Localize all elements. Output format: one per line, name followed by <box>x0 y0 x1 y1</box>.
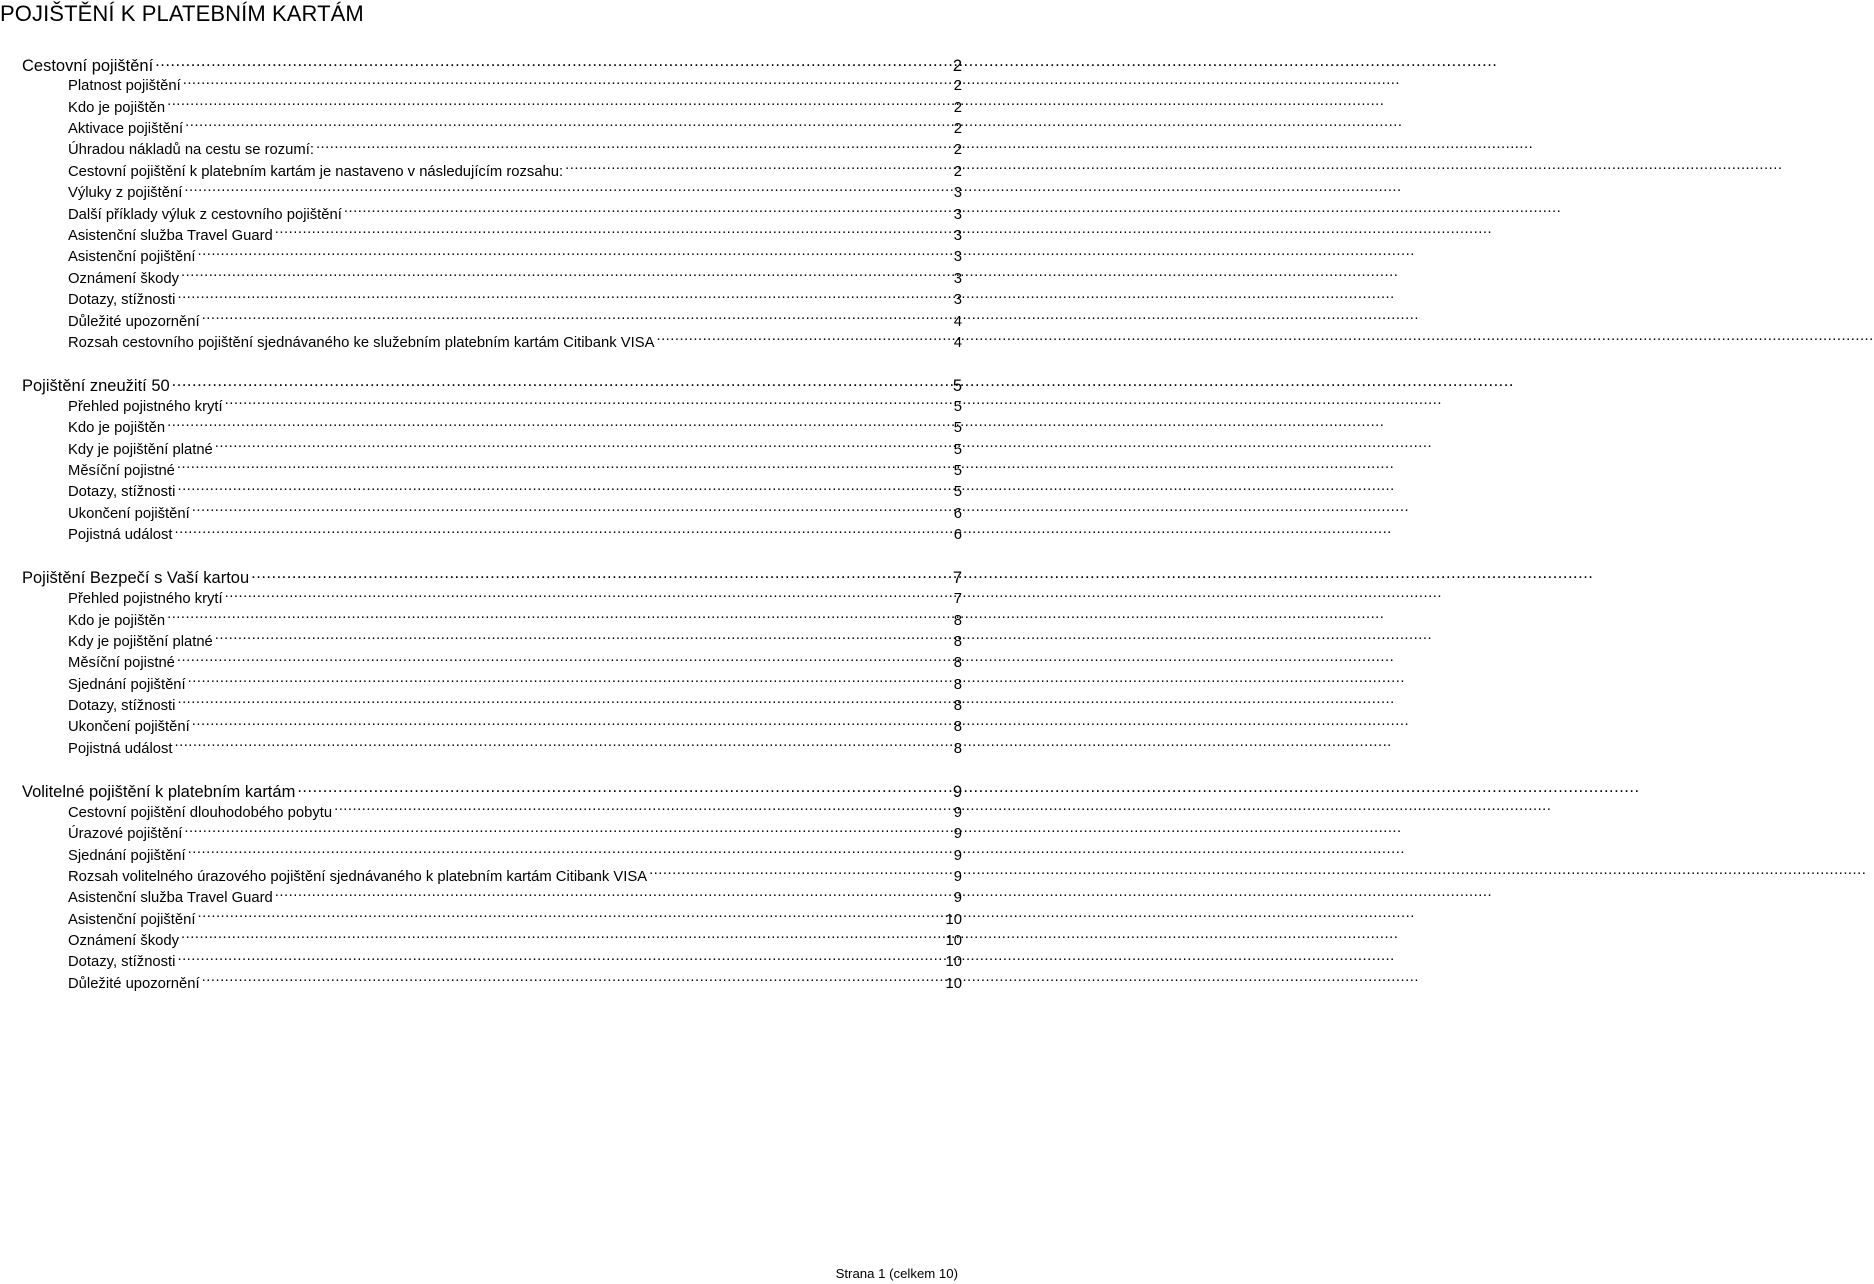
toc-entry-page: 10 <box>945 975 962 992</box>
toc-entry-label: Volitelné pojištění k platebním kartám <box>22 782 296 801</box>
toc-entry-page: 3 <box>953 249 962 266</box>
toc-entry-page: 5 <box>953 420 962 437</box>
toc-entry-label: Dotazy, stížnosti <box>68 698 176 715</box>
dot-leader <box>192 503 952 518</box>
toc-entry-label: Platnost pojištění <box>68 78 181 95</box>
dot-leader <box>225 588 952 603</box>
dot-leader <box>177 460 952 475</box>
toc-entry-page: 9 <box>953 890 962 907</box>
toc-entry-label: Aktivace pojištění <box>68 121 184 138</box>
toc-entry-label: Přehled pojistného krytí <box>68 591 223 608</box>
toc-entry-page: 9 <box>953 847 962 864</box>
toc-entry-page: 10 <box>945 911 962 928</box>
toc-entry-page: 8 <box>953 676 962 693</box>
dot-leader <box>649 866 952 881</box>
toc-entry-label: Ukončení pojištění <box>68 719 190 736</box>
toc-entry-label: Dotazy, stížnosti <box>68 954 176 971</box>
toc-entry-page: 3 <box>953 292 962 309</box>
page-footer: Strana 1 (celkem 10) <box>835 1266 958 1281</box>
toc-entry-label: Rozsah volitelného úrazového pojištění sjednávaného k platebním kartám Citibank VISA <box>68 868 648 885</box>
toc-entry-label: Úrazové pojištění <box>68 826 183 843</box>
toc-entry-page: 5 <box>953 441 962 458</box>
dot-leader <box>202 311 952 326</box>
toc-entry-label: Úhradou nákladů na cestu se rozumí: <box>68 142 314 159</box>
toc-entry-page: 4 <box>953 313 962 330</box>
dot-leader <box>251 567 951 584</box>
toc-entry-label: Kdo je pojištěn <box>68 420 166 437</box>
toc-entry-label: Dotazy, stížnosti <box>68 292 176 309</box>
toc-entry-page: 8 <box>953 719 962 736</box>
dot-leader <box>656 332 951 347</box>
toc-entry-page: 5 <box>953 398 962 415</box>
toc-entry-page: 7 <box>952 569 962 588</box>
toc-entry-page: 9 <box>953 826 962 843</box>
document-title: POJIŠTĚNÍ K PLATEBNÍM KARTÁM <box>0 1 364 26</box>
toc-entry[interactable] <box>22 973 962 994</box>
toc-entry-page: 4 <box>953 334 962 351</box>
toc-entry-label: Pojistná událost <box>68 527 173 544</box>
toc-entry-page: 9 <box>953 868 962 885</box>
toc-entry-page: 8 <box>953 633 962 650</box>
toc-entry-page: 10 <box>945 954 962 971</box>
dot-leader <box>177 695 951 710</box>
toc-entry[interactable] <box>22 738 962 759</box>
toc-section <box>22 567 962 760</box>
dot-leader <box>334 802 952 817</box>
dot-leader <box>167 610 952 625</box>
dot-leader <box>225 396 952 411</box>
toc-entry-label: Další příklady výluk z cestovního pojištění <box>68 206 342 223</box>
toc-entry-label: Pojistná událost <box>68 740 173 757</box>
dot-leader <box>184 182 951 197</box>
toc-entry-label: Asistenční pojištění <box>68 249 196 266</box>
toc-entry-label: Důležité upozornění <box>68 313 200 330</box>
dot-leader <box>181 268 952 283</box>
toc-entry-page: 3 <box>953 270 962 287</box>
toc-entry-label: Pojištění Bezpečí s Vaší kartou <box>22 569 250 588</box>
dot-leader <box>177 652 952 667</box>
dot-leader <box>316 140 952 155</box>
toc-entry[interactable] <box>22 332 962 353</box>
toc-entry-label: Kdo je pojištěn <box>68 99 166 116</box>
toc-entry-label: Sjednání pojištění <box>68 847 186 864</box>
toc-entry-page: 2 <box>953 78 962 95</box>
toc-entry-page: 5 <box>953 463 962 480</box>
toc-entry-label: Přehled pojistného krytí <box>68 398 223 415</box>
dot-leader <box>188 674 952 689</box>
toc-entry-page: 2 <box>953 121 962 138</box>
toc-entry-label: Cestovní pojištění k platebním kartám je nastaveno v následujícím rozsahu: <box>68 163 564 180</box>
toc-entry-label: Dotazy, stížnosti <box>68 484 176 501</box>
toc-entry-label: Cestovní pojištění <box>22 56 154 75</box>
toc-entry-page: 3 <box>953 185 962 202</box>
dot-leader <box>172 375 951 392</box>
toc-entry-page: 6 <box>953 527 962 544</box>
toc-entry-label: Oznámení škody <box>68 270 180 287</box>
toc-entry-page: 9 <box>952 782 962 801</box>
dot-leader <box>177 952 943 967</box>
dot-leader <box>181 930 944 945</box>
toc-entry-label: Kdy je pojištění platné <box>68 441 213 458</box>
dot-leader <box>565 161 952 176</box>
dot-leader <box>185 118 952 133</box>
toc-entry-page: 8 <box>953 612 962 629</box>
toc-entry-label: Asistenční pojištění <box>68 911 196 928</box>
dot-leader <box>167 97 952 112</box>
toc-entry-page: 8 <box>953 698 962 715</box>
toc-entry-label: Rozsah cestovního pojištění sjednávaného ke služebním platebním kartám Citibank VISA <box>68 334 655 351</box>
toc-entry-label: Sjednání pojištění <box>68 676 186 693</box>
dot-leader <box>275 888 952 903</box>
toc-entry-page: 3 <box>953 206 962 223</box>
toc-entry-label: Cestovní pojištění dlouhodobého pobytu <box>68 804 333 821</box>
toc-entry-page: 5 <box>953 484 962 501</box>
toc-entry-page: 2 <box>953 142 962 159</box>
dot-leader <box>275 225 952 240</box>
dot-leader <box>177 289 951 304</box>
toc-entry-label: Důležité upozornění <box>68 975 200 992</box>
toc-entry-page: 7 <box>953 591 962 608</box>
toc-entry-label: Ukončení pojištění <box>68 505 190 522</box>
toc-entry-page: 2 <box>953 99 962 116</box>
dot-leader <box>188 845 952 860</box>
toc-entry-label: Oznámení škody <box>68 933 180 950</box>
toc-entry-page: 6 <box>953 505 962 522</box>
dot-leader <box>184 823 951 838</box>
toc-entry-label: Asistenční služba Travel Guard <box>68 890 273 907</box>
dot-leader <box>198 909 944 924</box>
dot-leader <box>215 439 952 454</box>
toc-entry-page: 8 <box>953 655 962 672</box>
toc-entry-page: 9 <box>953 804 962 821</box>
dot-leader <box>198 247 952 262</box>
toc-entry-label: Výluky z pojištění <box>68 185 183 202</box>
dot-leader <box>183 76 952 91</box>
dot-leader <box>344 204 952 219</box>
toc-entry-label: Asistenční služba Travel Guard <box>68 228 273 245</box>
toc-section <box>22 780 962 994</box>
toc-entry-label: Měsíční pojistné <box>68 463 175 480</box>
dot-leader <box>155 54 951 71</box>
dot-leader <box>177 482 951 497</box>
toc-entry[interactable] <box>22 524 962 545</box>
toc-entry-label: Kdy je pojištění platné <box>68 633 213 650</box>
toc-entry-page: 2 <box>953 163 962 180</box>
toc-entry-page: 8 <box>953 740 962 757</box>
dot-leader <box>174 738 951 753</box>
table-of-contents <box>22 54 962 1015</box>
toc-entry-page: 2 <box>952 56 962 75</box>
toc-entry-label: Kdo je pojištěn <box>68 612 166 629</box>
toc-entry-page: 5 <box>952 377 962 396</box>
dot-leader <box>297 780 950 797</box>
toc-section <box>22 54 962 354</box>
toc-entry-page: 3 <box>953 228 962 245</box>
dot-leader <box>202 973 944 988</box>
toc-entry-label: Pojištění zneužití 50 <box>22 377 170 396</box>
dot-leader <box>215 631 952 646</box>
toc-section <box>22 375 962 546</box>
dot-leader <box>174 524 951 539</box>
dot-leader <box>167 417 952 432</box>
dot-leader <box>192 717 952 732</box>
toc-entry-label: Měsíční pojistné <box>68 655 175 672</box>
toc-entry-page: 10 <box>945 933 962 950</box>
